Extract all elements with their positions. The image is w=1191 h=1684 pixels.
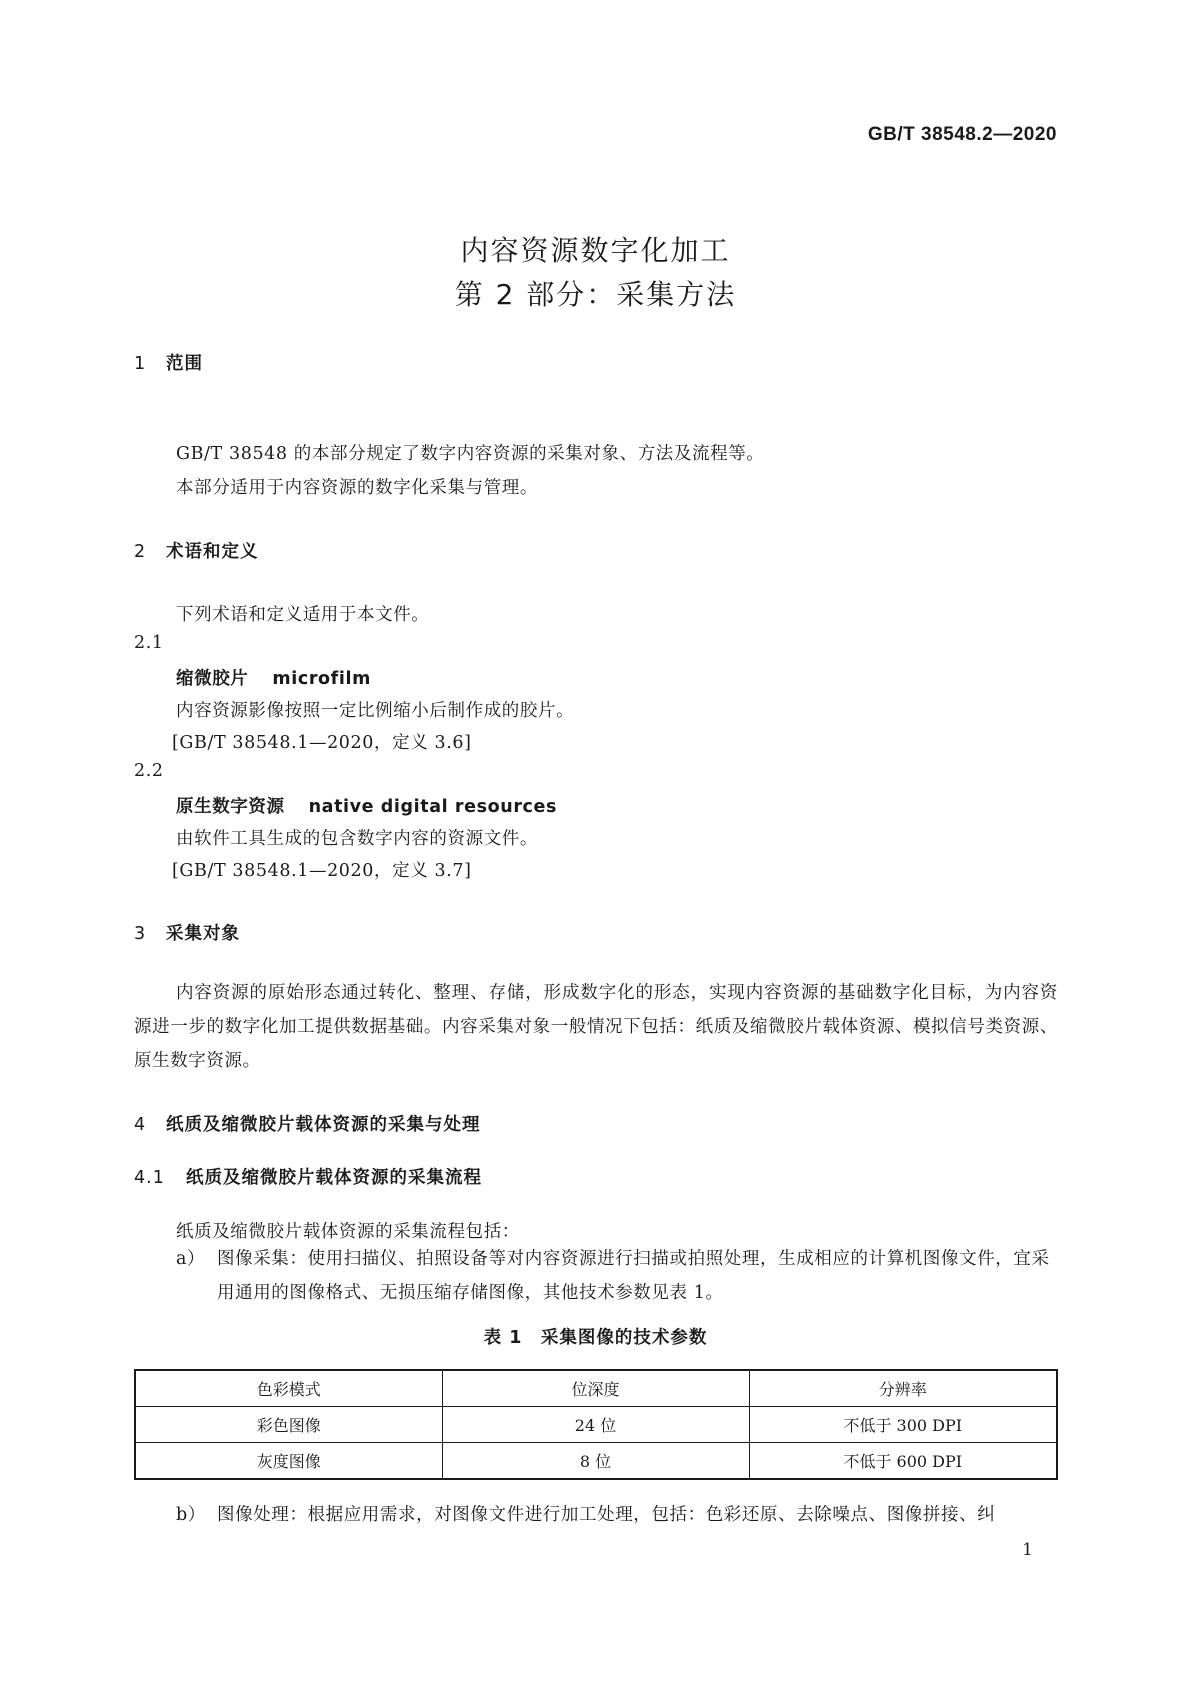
term-definition: 由软件工具生成的包含数字内容的资源文件。 xyxy=(176,829,538,849)
term-source: [GB/T 38548.1—2020，定义 3.6] xyxy=(172,733,472,753)
paragraph: 内容资源的原始形态通过转化、整理、存储，形成数字化的形态，实现内容资源的基础数字化目标，为内容资源进一步的数字化加工提供数据基础。内容采集对象一般情况下包括：纸质及缩微胶片载体资源、模拟信号类资源、原生数字资源。 xyxy=(134,983,1058,1071)
term-source: [GB/T 38548.1—2020，定义 3.7] xyxy=(172,861,472,881)
term-english: microfilm xyxy=(272,669,371,689)
term-entry xyxy=(176,665,371,690)
section-4-heading xyxy=(134,1111,481,1136)
term-name: 原生数字资源 xyxy=(176,797,285,817)
section-number: 3 xyxy=(134,924,147,944)
table-header-row xyxy=(135,1370,1057,1407)
paragraph: 纸质及缩微胶片载体资源的采集流程包括： xyxy=(176,1222,520,1242)
table-cell: 不低于 300 DPI xyxy=(749,1407,1057,1443)
section-title: 纸质及缩微胶片载体资源的采集与处理 xyxy=(166,1115,481,1135)
section-3-heading xyxy=(134,920,240,945)
list-text: 图像采集：使用扫描仪、拍照设备等对内容资源进行扫描或拍照处理，生成相应的计算机图像文件，宜采用通用的图像格式、无损压缩存储图像，其他技术参数见表 1。 xyxy=(217,1249,1050,1303)
term-number: 2.2 xyxy=(134,761,164,781)
section-number: 4.1 xyxy=(134,1168,165,1188)
document-title: 内容资源数字化加工 xyxy=(460,234,731,267)
column-header: 分辨率 xyxy=(749,1370,1057,1407)
paragraph: 下列术语和定义适用于本文件。 xyxy=(176,605,430,625)
section-1-heading xyxy=(134,350,203,375)
table-row xyxy=(135,1443,1057,1480)
list-marker: a） xyxy=(176,1249,206,1269)
technical-parameters-table xyxy=(134,1369,1058,1480)
section-title: 采集对象 xyxy=(166,924,240,944)
table-cell: 彩色图像 xyxy=(135,1407,442,1443)
section-number: 1 xyxy=(134,354,147,374)
table-cell: 8 位 xyxy=(442,1443,749,1480)
paragraph: GB/T 38548 的本部分规定了数字内容资源的采集对象、方法及流程等。 xyxy=(176,444,765,464)
list-marker: b） xyxy=(176,1505,206,1525)
section-title: 纸质及缩微胶片载体资源的采集流程 xyxy=(186,1168,482,1188)
term-entry xyxy=(176,793,557,818)
section-number: 4 xyxy=(134,1115,147,1135)
document-subtitle: 第 2 部分：采集方法 xyxy=(454,278,737,311)
page-number: 1 xyxy=(1022,1540,1033,1560)
section-title: 术语和定义 xyxy=(166,542,259,562)
term-name: 缩微胶片 xyxy=(176,669,249,689)
term-number: 2.1 xyxy=(134,633,164,653)
term-english: native digital resources xyxy=(308,797,558,817)
section-number: 2 xyxy=(134,542,147,562)
term-definition: 内容资源影像按照一定比例缩小后制作成的胶片。 xyxy=(176,701,575,721)
standard-code: GB/T 38548.2—2020 xyxy=(867,124,1057,145)
section-4-1-heading xyxy=(134,1164,482,1189)
list-item xyxy=(176,1242,1058,1310)
list-item xyxy=(176,1498,1058,1532)
table-row xyxy=(135,1407,1057,1443)
section-2-heading xyxy=(134,538,259,563)
table-cell: 灰度图像 xyxy=(135,1443,442,1480)
column-header: 位深度 xyxy=(442,1370,749,1407)
column-header: 色彩模式 xyxy=(135,1370,442,1407)
paragraph: 本部分适用于内容资源的数字化采集与管理。 xyxy=(176,478,538,498)
list-text: 图像处理：根据应用需求，对图像文件进行加工处理，包括：色彩还原、去除噪点、图像拼接、纠 xyxy=(217,1505,996,1525)
table-cell: 24 位 xyxy=(442,1407,749,1443)
section-title: 范围 xyxy=(166,354,203,374)
table-cell: 不低于 600 DPI xyxy=(749,1443,1057,1480)
table-caption: 表 1 采集图像的技术参数 xyxy=(483,1328,708,1348)
